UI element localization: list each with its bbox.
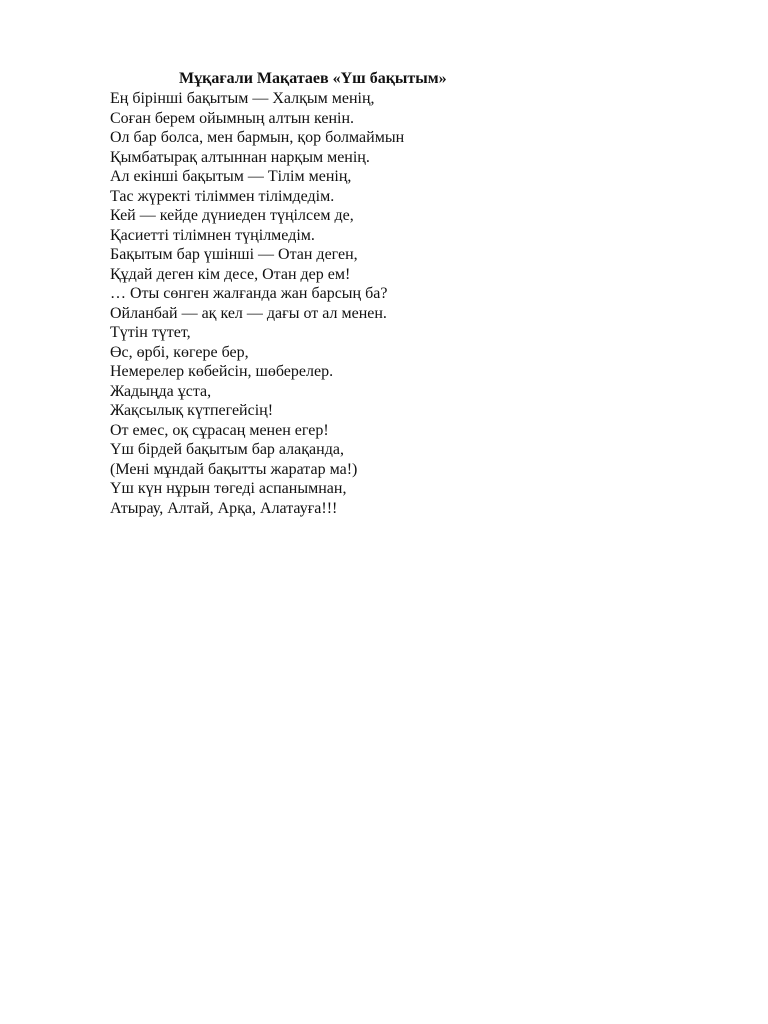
poem-lines <box>110 89 670 518</box>
poem-line: Ойланбай — ақ кел — дағы от ал менен. <box>110 304 387 322</box>
poem-line: Өс, өрбі, көгере бер, <box>110 343 249 361</box>
poem-line: Жадыңда ұста, <box>110 382 212 400</box>
poem-line: Ал екінші бақытым — Тілім менің, <box>110 168 352 185</box>
poem-line: Жақсылық күтпегейсің! <box>110 402 274 419</box>
poem-line: Соған берем ойымның алтын кенін. <box>110 109 355 127</box>
poem-line: Түтін түтет, <box>110 324 191 341</box>
poem-line: От емес, оқ сұрасаң менен егер! <box>110 421 329 439</box>
poem-title: Мұқағали Мақатаев «Үш бақытым» <box>179 70 447 87</box>
poem-line: Қасиетті тілімнен түңілмедім. <box>110 226 315 244</box>
poem-line: Қымбатырақ алтыннан нарқым менің. <box>110 148 370 166</box>
poem <box>110 69 670 518</box>
poem-line: Немерелер көбейсін, шөберелер. <box>110 363 334 380</box>
poem-line: Құдай деген кім десе, Отан дер ем! <box>110 265 351 283</box>
poem-line: Кей — кейде дүниеден түңілсем де, <box>110 207 354 224</box>
poem-line: Атырау, Алтай, Арқа, Алатауға!!! <box>110 499 338 517</box>
poem-line: Үш бірдей бақытым бар алақанда, <box>110 441 344 458</box>
poem-line: Бақытым бар үшінші — Отан деген, <box>110 246 358 263</box>
poem-line: Ең бірінші бақытым — Халқым менің, <box>110 90 375 107</box>
poem-line: … Оты сөнген жалғанда жан барсың ба? <box>110 285 388 302</box>
poem-line: Тас жүректі тіліммен тілімдедім. <box>110 187 335 205</box>
poem-line: (Мені мұндай бақытты жаратар ма!) <box>110 460 358 478</box>
poem-line: Ол бар болса, мен бармын, қор болмаймын <box>110 129 405 146</box>
poem-line: Үш күн нұрын төгеді аспанымнан, <box>110 480 347 497</box>
